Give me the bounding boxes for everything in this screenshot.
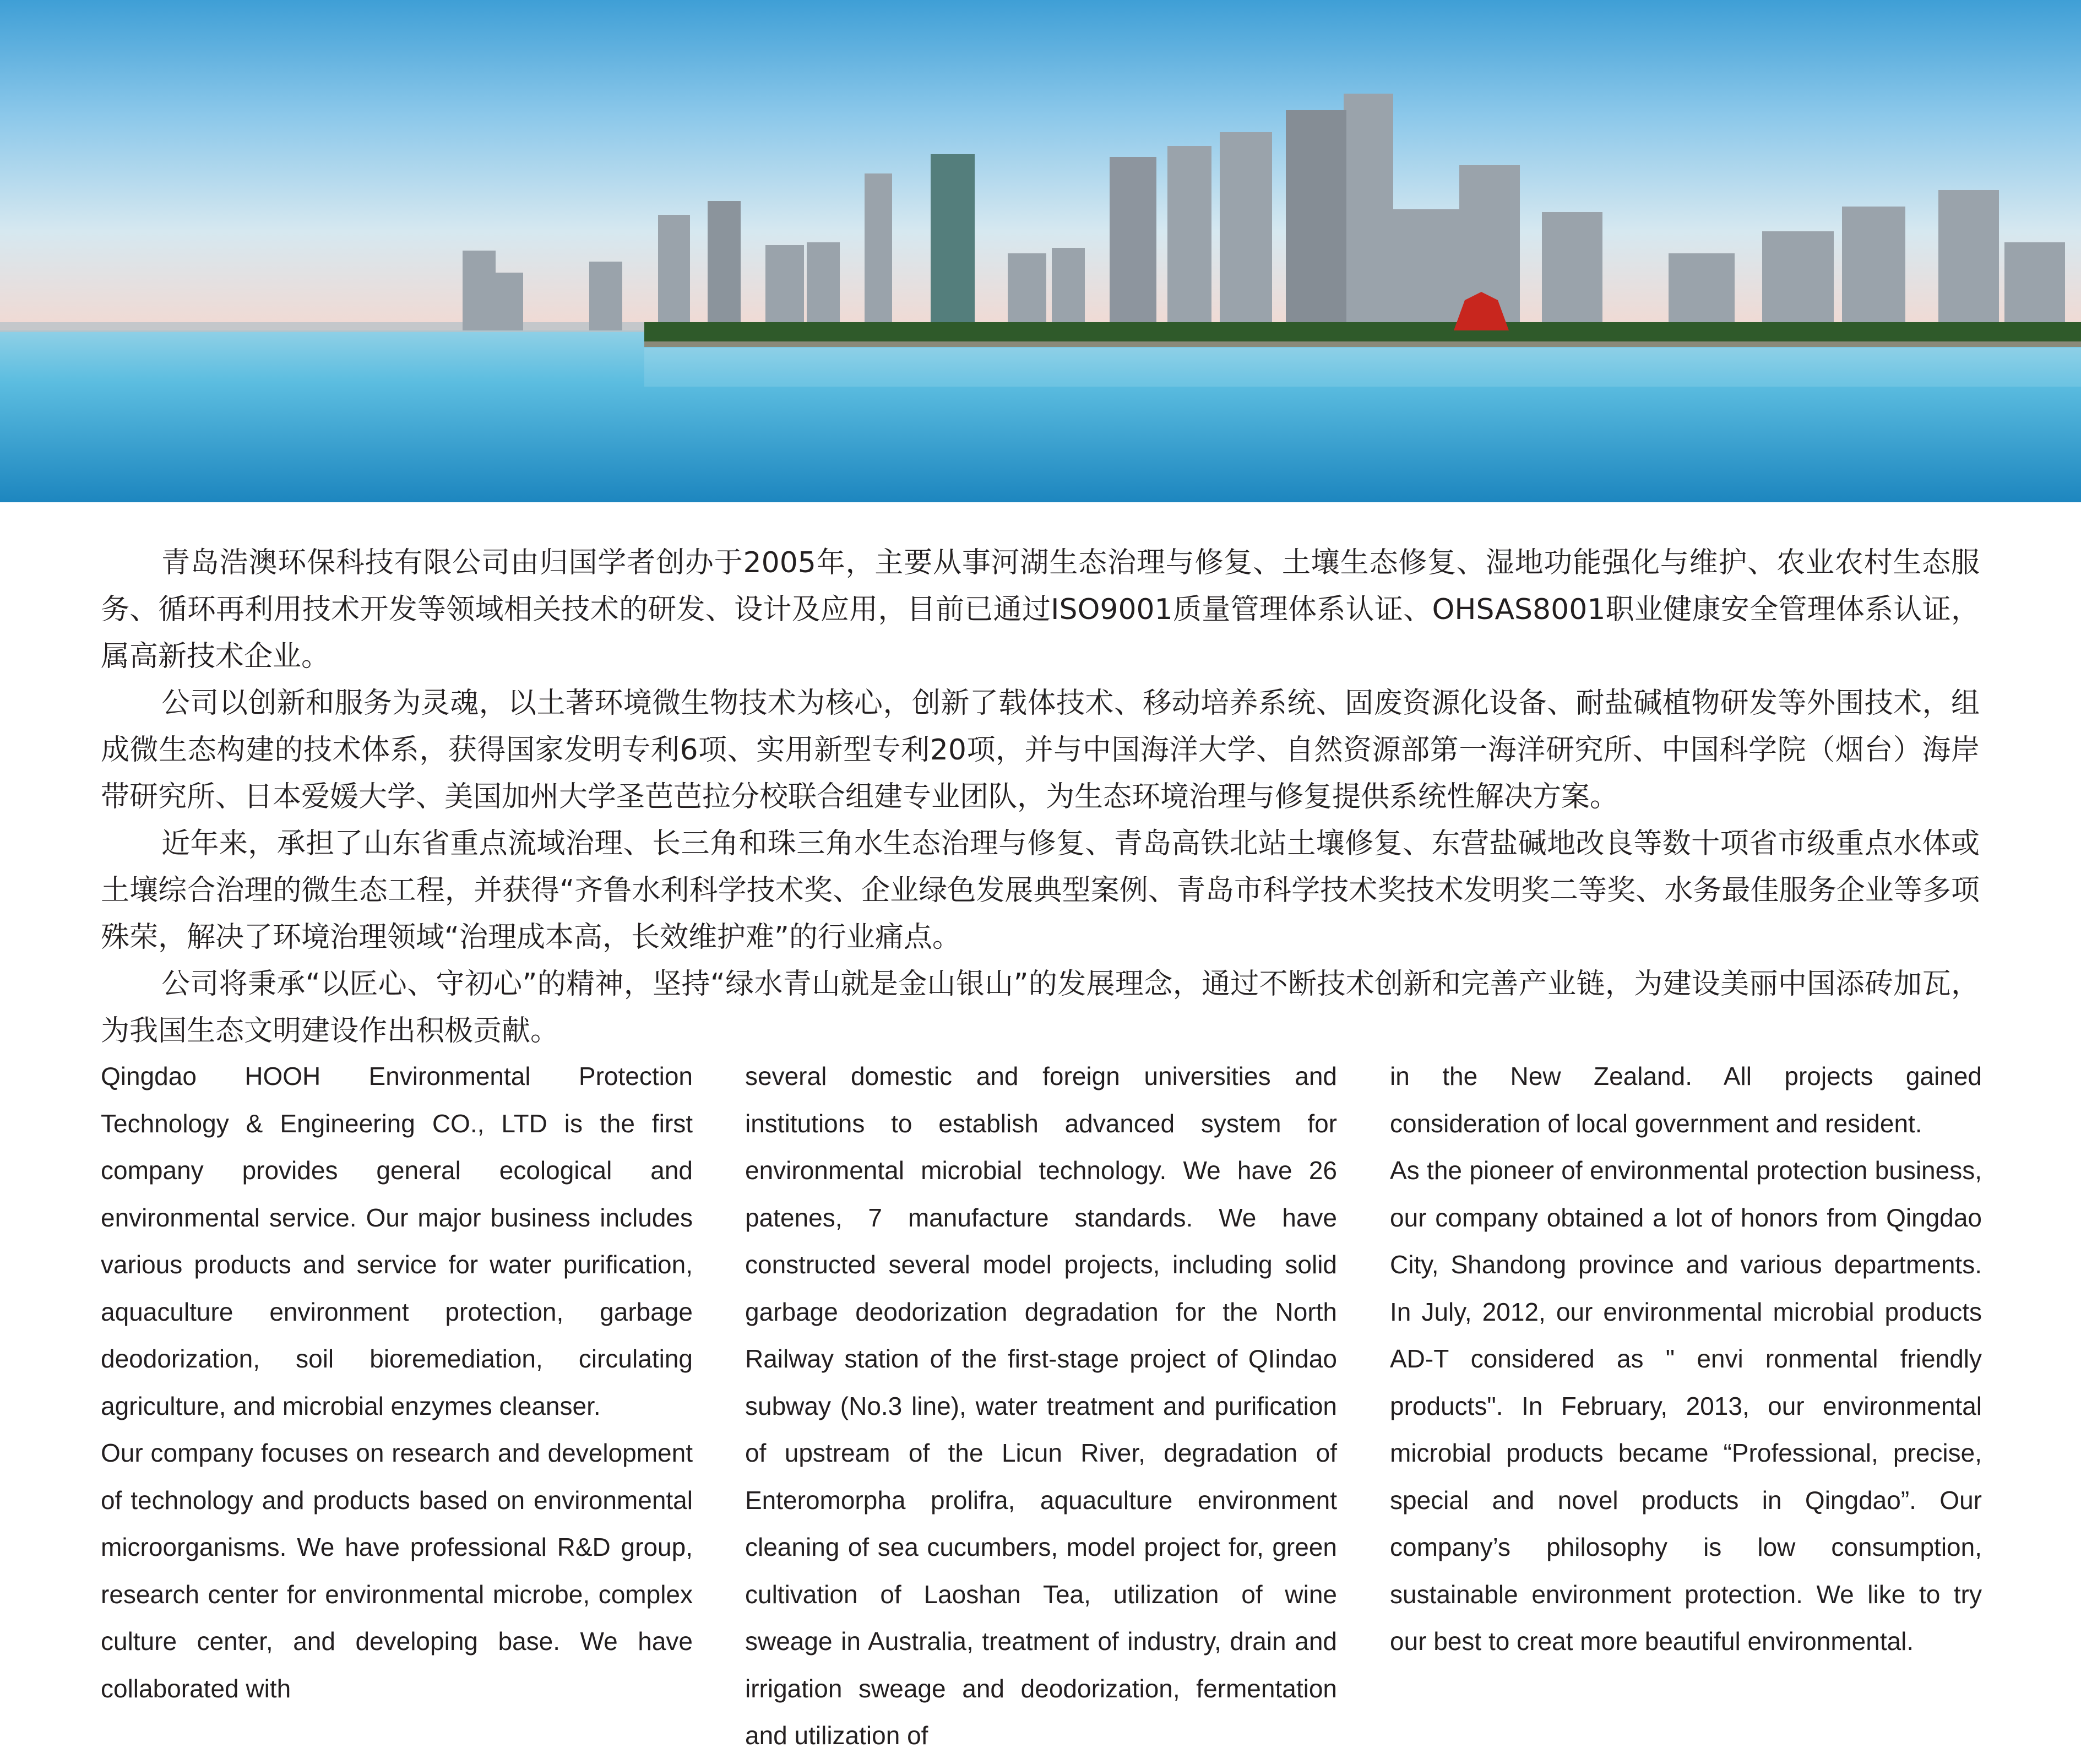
hero-skyline-image [0, 0, 2081, 502]
english-column-3 [1390, 1053, 1982, 1665]
qingdao-skyline-photo [0, 0, 2081, 502]
english-paragraph: in the New Zealand. All projects gained consideration of local government and resident. [1390, 1062, 1982, 1138]
english-paragraph: several domestic and foreign universities and institutions to establish advanced system for environmental microbial technology. We have 26 patenes, 7 manufacture standards. We have constructed several model projects, including solid garbage deodorization degradation for the North Railway station of the first-stage project of QIindao subway (No.3 line), water treatment and purification of upstream of the Licun River, degradation of Enteromorpha prolifra, aquaculture environment cleaning of sea cucumbers, model project for, green cultivation of Laoshan Tea, utilization of wine sweage in Australia, treatment of industry, drain and irrigation sweage and deodorization, fermentation and utilization of [745, 1062, 1337, 1750]
english-column-1 [101, 1053, 693, 1712]
chinese-paragraph: 青岛浩澳环保科技有限公司由归国学者创办于2005年，主要从事河湖生态治理与修复、土壤生态修复、湿地功能强化与维护、农业农村生态服务、循环再利用技术开发等领域相关技术的研发、设计及应用，目前已通过ISO9001质量管理体系认证、OHSAS8001职业健康安全管理体系认证，属高新技术企业。 [101, 546, 1980, 673]
english-paragraph: As the pioneer of environmental protection business, our company obtained a lot of honors from Qingdao City, Shandong province and various departments. In July, 2012, our environmental microbial products AD-T considered as " envi ronmental friendly products". In February, 2013, our environmental microbial products became “Professional, precise, special and novel products in Qingdao”. Our company’s philosophy is low consumption, sustainable environment protection. We like to try our best to creat more beautiful environmental. [1390, 1156, 1982, 1656]
english-paragraph: Qingdao HOOH Environmental Protection Technology & Engineering CO., LTD is the first company provides general ecological and environmental service. Our major business includes various products and service for water purification, aquaculture environment protection, garbage deodorization, soil bioremediation, circulating agriculture, and microbial enzymes cleanser. [101, 1062, 693, 1420]
english-paragraph: Our company focuses on research and development of technology and products based on environmental microorganisms. We have professional R&D group, research center for environmental microbe, complex culture center, and developing base. We have collaborated with [101, 1439, 693, 1703]
chinese-intro [101, 540, 1980, 1055]
chinese-paragraph: 公司将秉承“以匠心、守初心”的精神，坚持“绿水青山就是金山银山”的发展理念，通过不断技术创新和完善产业链，为建设美丽中国添砖加瓦，为我国生态文明建设作出积极贡献。 [101, 968, 1980, 1047]
chinese-paragraph: 公司以创新和服务为灵魂，以土著环境微生物技术为核心，创新了载体技术、移动培养系统、固废资源化设备、耐盐碱植物研发等外围技术，组成微生态构建的技术体系，获得国家发明专利6项、实用新型专利20项，并与中国海洋大学、自然资源部第一海洋研究所、中国科学院（烟台）海岸带研究所、日本爱媛大学、美国加州大学圣芭芭拉分校联合组建专业团队，为生态环境治理与修复提供系统性解决方案。 [101, 687, 1980, 813]
chinese-paragraph: 近年来，承担了山东省重点流域治理、长三角和珠三角水生态治理与修复、青岛高铁北站土壤修复、东营盐碱地改良等数十项省市级重点水体或土壤综合治理的微生态工程，并获得“齐鲁水利科学技术奖、企业绿色发展典型案例、青岛市科学技术奖技术发明奖二等奖、水务最佳服务企业等多项殊荣，解决了环境治理领域“治理成本高，长效维护难”的行业痛点。 [101, 827, 1980, 954]
english-column-2 [745, 1053, 1337, 1760]
